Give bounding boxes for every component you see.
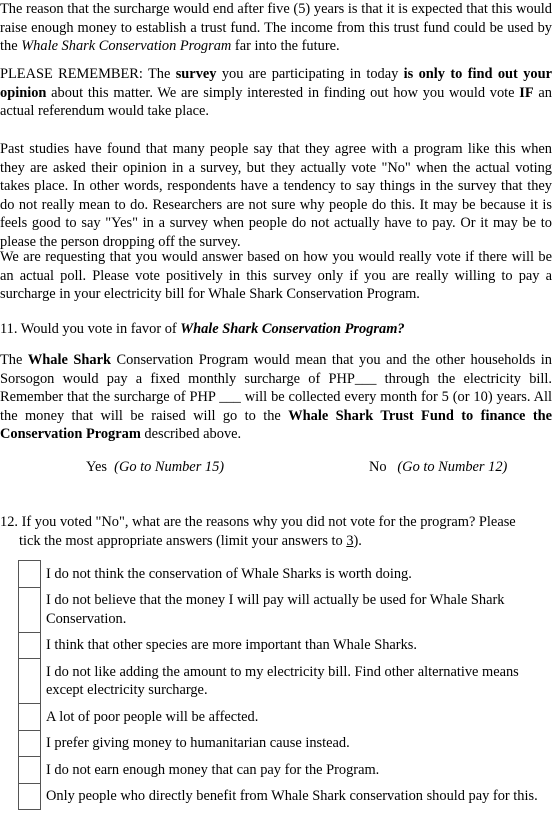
question-text: 12. If you voted "No", what are the reasons why you did not vote for the program? Please xyxy=(0,514,516,530)
text-run: ). xyxy=(353,532,362,549)
list-item xyxy=(19,783,547,810)
text-run: tick the most appropriate answers (limit your answers to xyxy=(19,532,347,549)
emphasis: IF xyxy=(519,84,534,101)
option-label: Only people who directly benefit from Whale Shark conservation should pay for this. xyxy=(46,788,538,804)
list-item xyxy=(19,757,547,784)
program-name: Whale Shark Conservation Program xyxy=(21,38,232,54)
option-label: I do not think the conservation of Whale Sharks is worth doing. xyxy=(46,565,412,582)
list-item xyxy=(19,632,547,659)
past-studies-paragraph: Past studies have found that many people say that they agree with a program like this when they are asked their opinion in a survey, but they actually vote "No" when the actual voting takes place. In other words, respondents have a tendency to say things in the survey that they do not really mean to do. Researchers are not sure why people do this. It may be because it is feels good to say "Yes" in a survey when people do not actually have to pay. Or it may be to please the person dropping off the survey. xyxy=(0,141,552,250)
reminder-paragraph xyxy=(0,65,552,121)
text-run: an actual referendum would take place. xyxy=(0,84,552,119)
answer-no[interactable] xyxy=(369,458,507,477)
emphasis: Whale Shark Trust Fund to finance the Conservation Program xyxy=(0,407,553,442)
list-item xyxy=(19,659,547,704)
list-item xyxy=(19,704,547,731)
request-paragraph: We are requesting that you would answer based on how you would really vote if there will be an actual poll. Please vote positively in this survey only if you are really willing to pay a surcharge in your electricity bill for Whale Shark Conservation Program. xyxy=(0,249,552,302)
text-run: PLEASE REMEMBER: The xyxy=(0,66,176,82)
question-11 xyxy=(0,320,552,339)
option-checkbox[interactable] xyxy=(19,561,41,588)
list-item xyxy=(19,561,547,588)
text-run: Conservation Program would mean that you and the other households in Sorsogon would pay a fixed monthly surcharge of PHP___ through the electricity bill. Remember that the surcharge of PHP ___ will be collected every month for 5 (or 10) years. All the money that will be raised will go to the xyxy=(0,352,552,424)
text-run: The reason that the surcharge would end after five (5) years is that it is expected that this would raise enough money to establish a trust fund. The income from this trust fund could be used by the xyxy=(0,1,552,54)
answer-yes[interactable] xyxy=(86,458,224,477)
option-checkbox[interactable] xyxy=(19,730,41,757)
yes-label: Yes xyxy=(86,459,107,475)
list-item xyxy=(19,587,547,632)
program-name: Whale Shark Conservation Program? xyxy=(180,321,405,337)
question-text: 11. Would you vote in favor of xyxy=(0,321,181,337)
program-description-paragraph xyxy=(0,351,552,444)
question-text-line2 xyxy=(0,532,552,551)
option-label: A lot of poor people will be affected. xyxy=(46,708,259,725)
option-label: I do not earn enough money that can pay for the Program. xyxy=(46,761,380,778)
text-run: described above. xyxy=(140,426,242,442)
text-run: The xyxy=(0,352,28,368)
text-run: far into the future. xyxy=(231,38,340,54)
text-run: about this matter. We are simply interested in finding out how you would vote xyxy=(46,84,520,101)
emphasis: survey xyxy=(175,66,217,82)
option-label: I do not like adding the amount to my electricity bill. Find other alternative means except electricity surcharge. xyxy=(46,663,519,698)
emphasis: is only to find out your opinion xyxy=(0,66,552,101)
yes-instruction: (Go to Number 15) xyxy=(114,459,225,475)
reasons-checklist xyxy=(18,560,547,810)
no-label: No xyxy=(369,459,387,475)
option-checkbox[interactable] xyxy=(19,587,41,632)
text-run: you are participating in today xyxy=(216,66,404,82)
option-checkbox[interactable] xyxy=(19,632,41,659)
option-checkbox[interactable] xyxy=(19,659,41,704)
option-label: I do not believe that the money I will pay will actually be used for Whale Shark Conservation. xyxy=(46,592,505,627)
no-instruction: (Go to Number 12) xyxy=(397,459,508,475)
option-label: I prefer giving money to humanitarian cause instead. xyxy=(46,735,350,751)
list-item xyxy=(19,730,547,757)
option-checkbox[interactable] xyxy=(19,757,41,784)
option-checkbox[interactable] xyxy=(19,704,41,731)
trust-fund-paragraph xyxy=(0,0,552,56)
question-12 xyxy=(0,513,552,550)
emphasis: Whale Shark xyxy=(27,352,111,368)
option-checkbox[interactable] xyxy=(19,783,41,810)
option-label: I think that other species are more important than Whale Sharks. xyxy=(46,637,417,653)
answer-limit: 3 xyxy=(346,532,354,549)
